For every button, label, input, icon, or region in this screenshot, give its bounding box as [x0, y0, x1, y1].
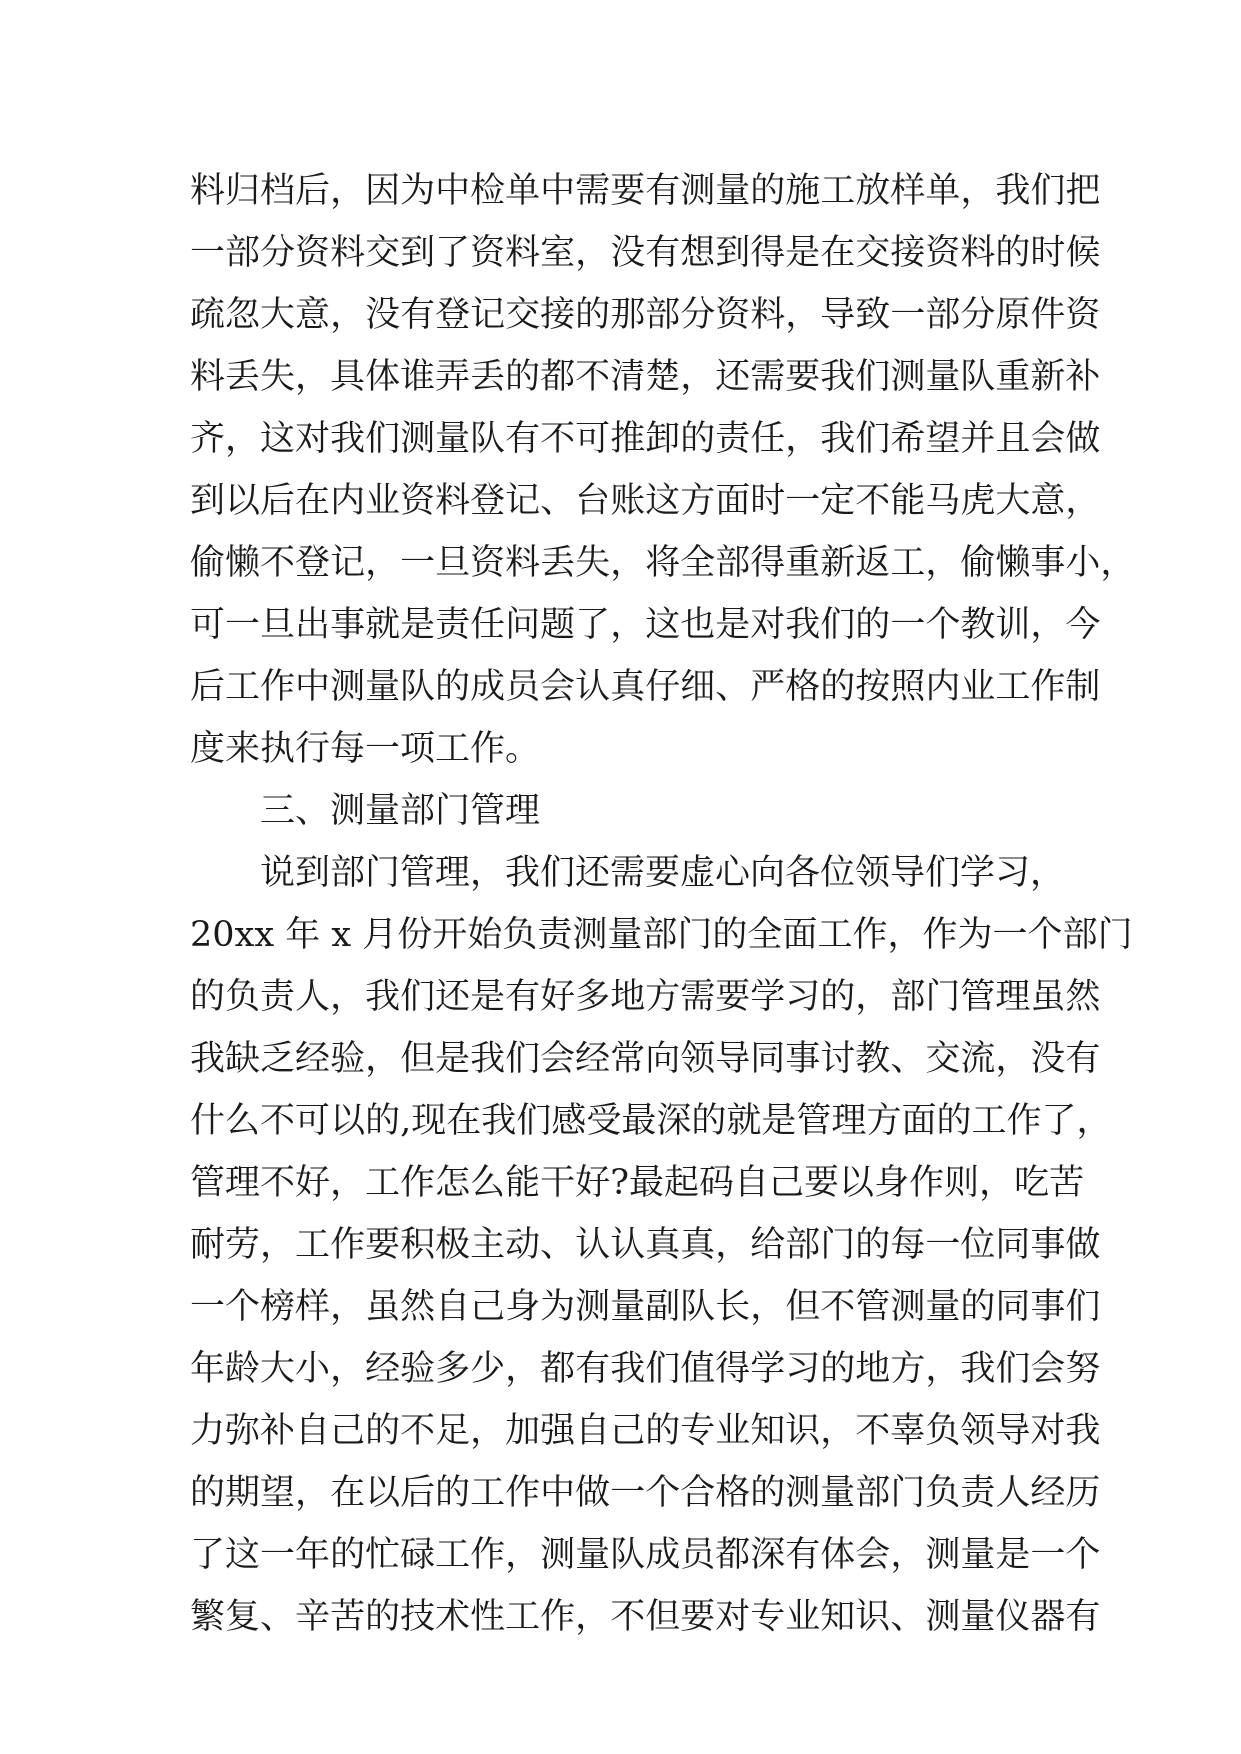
text-line: 后 工 作 中 测 量 队 的 成 员 会 认 真 仔 细 、 严 格 的 按 照 内 业 工 作 制: [190, 667, 1101, 707]
text-line: 疏 忽 大 意 ， 没 有 登 记 交 接 的 那 部 分 资 料 ， 导 致 一 部 分 原 件 资: [190, 295, 1101, 335]
text-line: 齐 ， 这 对 我 们 测 量 队 有 不 可 推 卸 的 责 任 ， 我 们 希 望 并 且 会 做: [190, 419, 1101, 459]
text-line: 可 一 旦 出 事 就 是 责 任 问 题 了 ， 这 也 是 对 我 们 的 一 个 教 训 ， 今: [190, 605, 1101, 645]
text-line: 力 弥 补 自 己 的 不 足 ， 加 强 自 己 的 专 业 知 识 ， 不 辜 负 领 导 对 我: [190, 1411, 1101, 1451]
section-heading: 三、测量部门管理: [260, 791, 541, 831]
text-line: 的 负 责 人 ， 我 们 还 是 有 好 多 地 方 需 要 学 习 的 ， 部 门 管 理 虽 然: [190, 977, 1101, 1017]
text-line: 度来执行每一项工作。: [190, 729, 541, 769]
text-line: 说到部门管理，我们还需要虚心向各位领导们学习，: [260, 853, 1066, 893]
text-line: 一 个 榜 样 ， 虽 然 自 己 身 为 测 量 副 队 长 ， 但 不 管 测 量 的 同 事 们: [190, 1287, 1101, 1327]
text-line: 我 缺 乏 经 验 ， 但 是 我 们 会 经 常 向 领 导 同 事 讨 教 、 交 流 ， 没 有: [190, 1039, 1101, 1079]
text-line: 繁 复 、 辛 苦 的 技 术 性 工 作 ， 不 但 要 对 专 业 知 识 、 测 量 仪 器 有: [190, 1597, 1101, 1637]
text-line: 的 期 望 ， 在 以 后 的 工 作 中 做 一 个 合 格 的 测 量 部 门 负 责 人 经 历: [190, 1473, 1101, 1513]
text-line: 料 归 档 后 ， 因 为 中 检 单 中 需 要 有 测 量 的 施 工 放 样 单 ， 我 们 把: [190, 171, 1101, 211]
text-line: 2 0 x x 年 x 月 份 开 始 负 责 测 量 部 门 的 全 面 工 作 ， 作 为 一 个 部 门: [190, 915, 1133, 955]
text-line: 一 部 分 资 料 交 到 了 资 料 室 ， 没 有 想 到 得 是 在 交 接 资 料 的 时 候: [190, 233, 1101, 273]
text-line: 料 丢 失 ， 具 体 谁 弄 丢 的 都 不 清 楚 ， 还 需 要 我 们 测 量 队 重 新 补: [190, 357, 1101, 397]
text-line: 耐 劳 ， 工 作 要 积 极 主 动 、 认 认 真 真 ， 给 部 门 的 每 一 位 同 事 做: [190, 1225, 1101, 1265]
text-line: 管 理 不 好 ， 工 作 怎 么 能 干 好 ? 最 起 码 自 己 要 以 身 作 则 ， 吃 苦: [190, 1163, 1085, 1203]
text-line: 偷 懒 不 登 记 ， 一 旦 资 料 丢 失 ， 将 全 部 得 重 新 返 工 ， 偷 懒 事 小 ，: [190, 543, 1136, 583]
text-line: 了 这 一 年 的 忙 碌 工 作 ， 测 量 队 成 员 都 深 有 体 会 ， 测 量 是 一 个: [190, 1535, 1101, 1575]
text-line: 到 以 后 在 内 业 资 料 登 记 、 台 账 这 方 面 时 一 定 不 能 马 虎 大 意 ，: [190, 481, 1101, 521]
body-text: [190, 160, 1136, 1648]
text-line: 年 龄 大 小 ， 经 验 多 少 ， 都 有 我 们 值 得 学 习 的 地 方 ， 我 们 会 努: [190, 1349, 1101, 1389]
text-line: 什 么 不 可 以 的 , 现 在 我 们 感 受 最 深 的 就 是 管 理 方 面 的 工 作 了 ，: [190, 1101, 1112, 1141]
